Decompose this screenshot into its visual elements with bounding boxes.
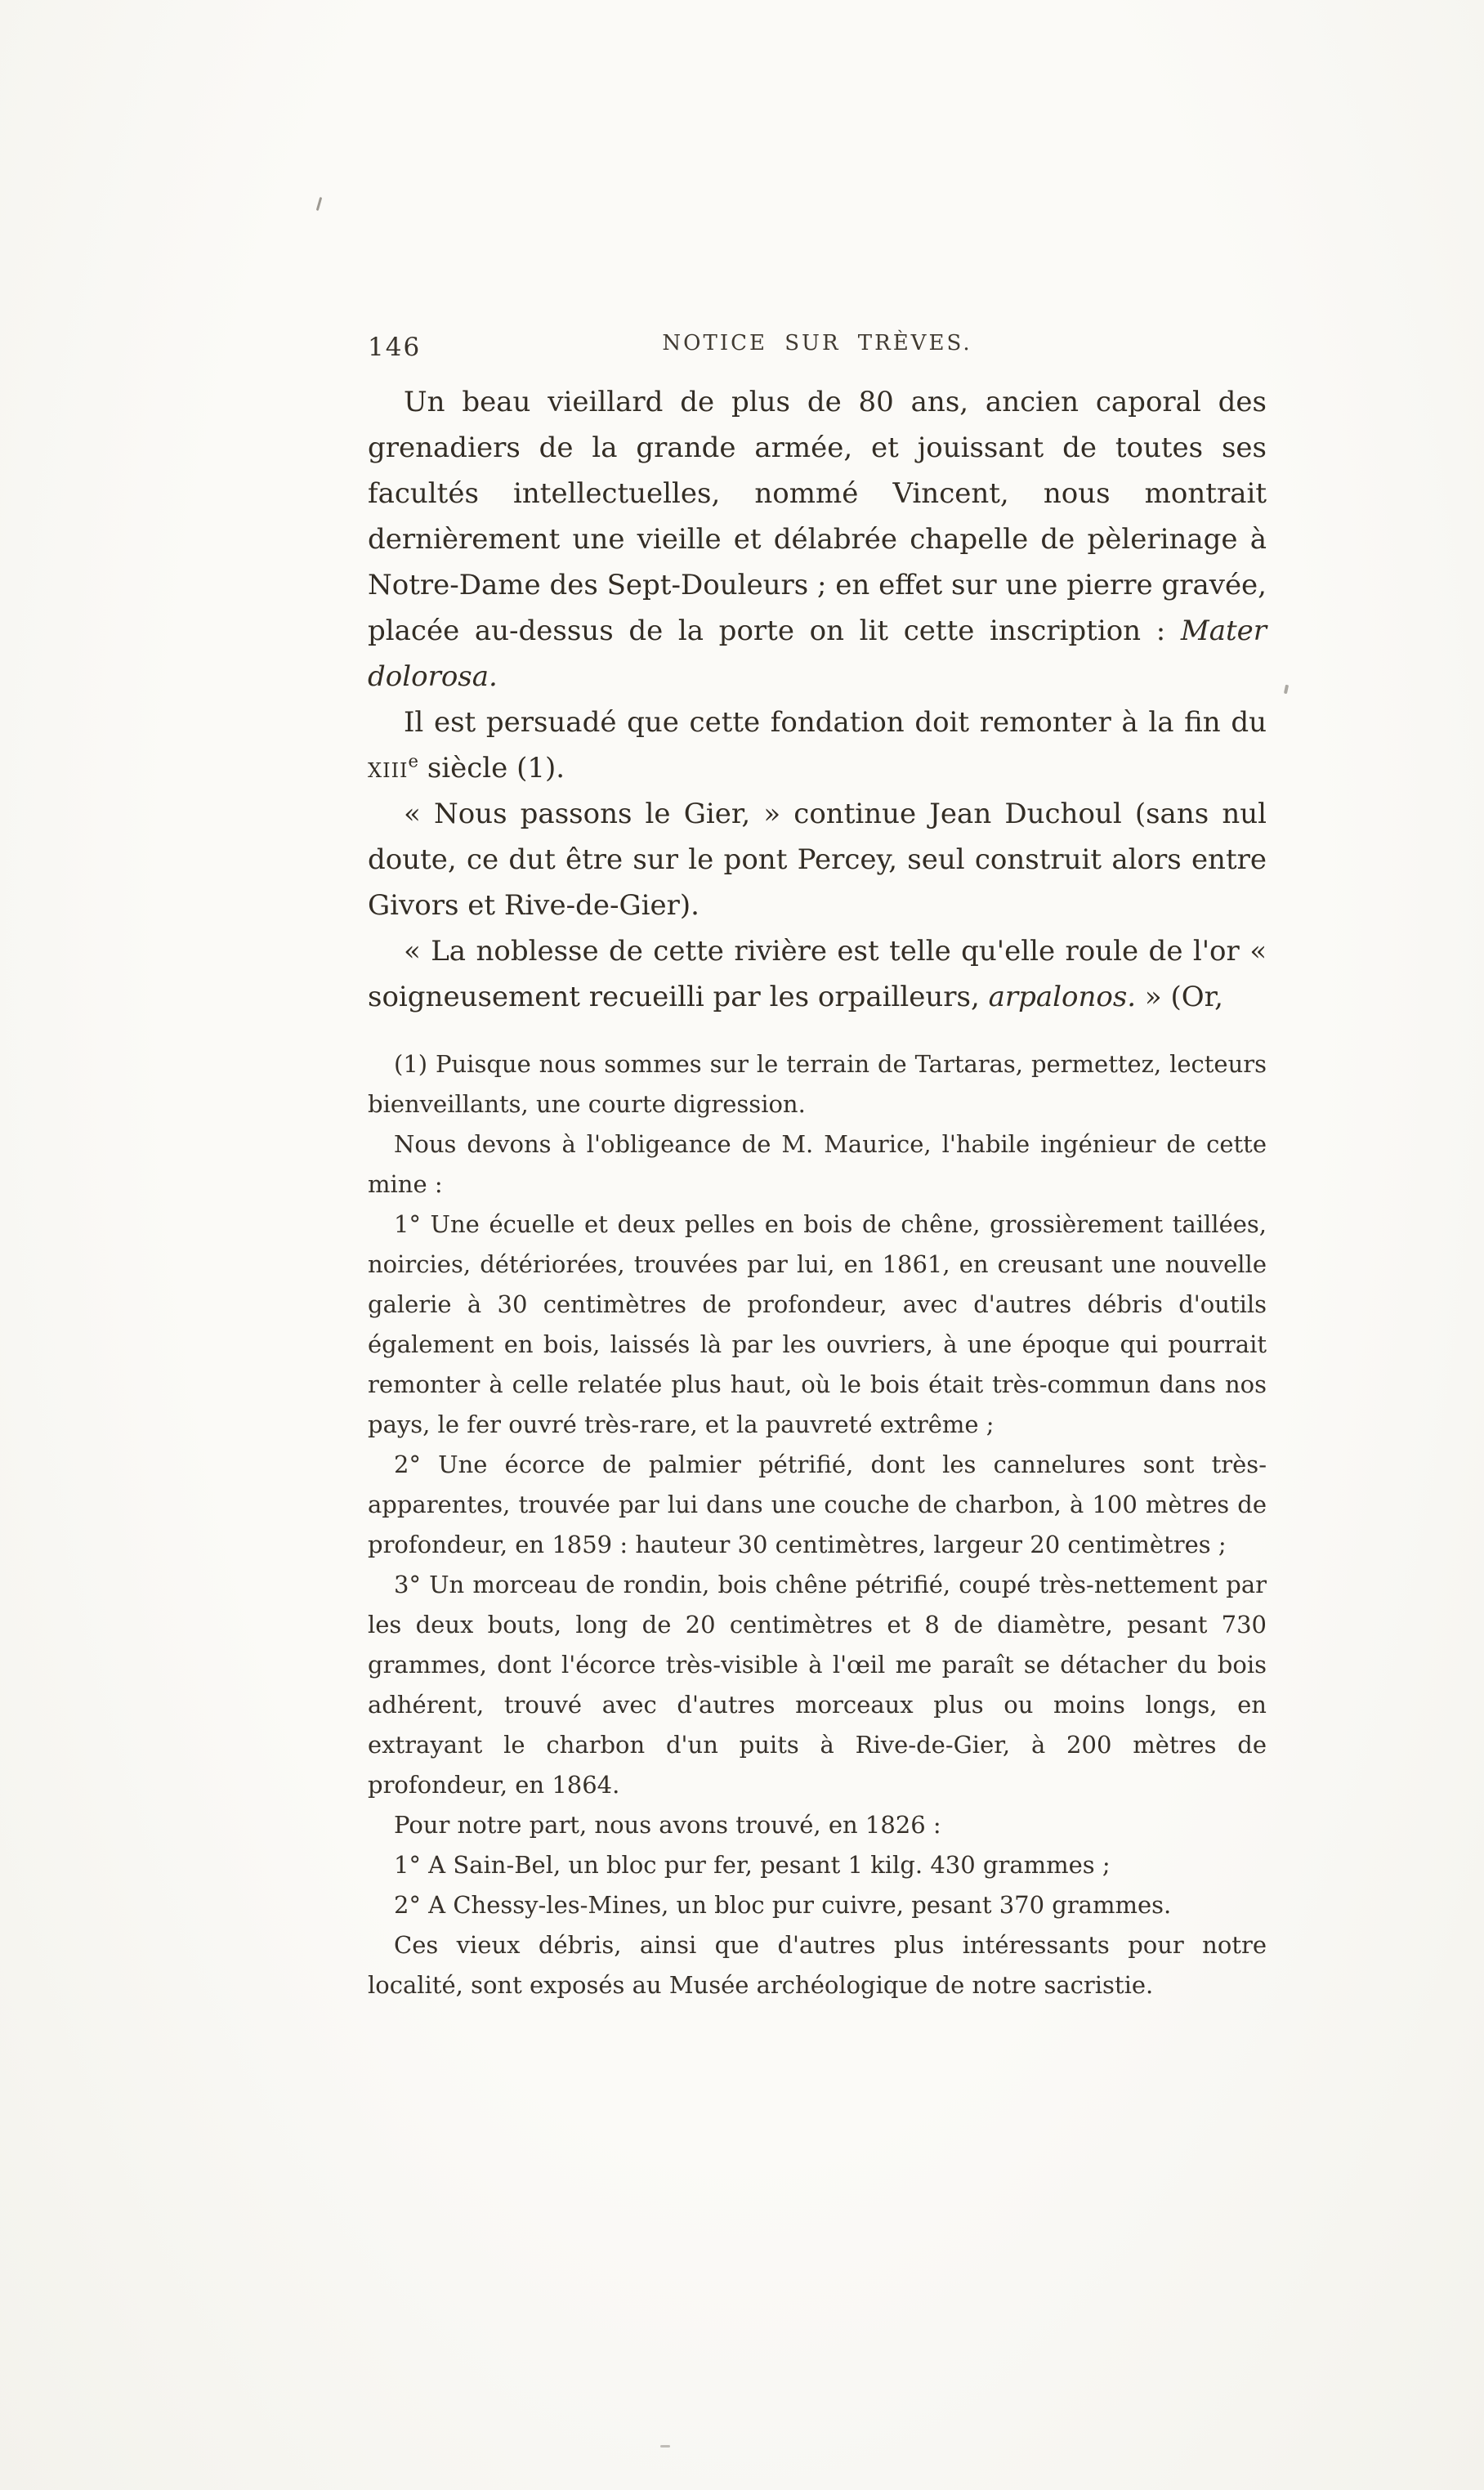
main-text: [368, 379, 1267, 1020]
smallcaps-run: xiii: [368, 752, 409, 785]
paragraph: [368, 1044, 1267, 1124]
paragraph: [368, 379, 1267, 700]
paragraph: [368, 1845, 1267, 1885]
text-run: 1° Une écuelle et deux pelles en bois de chêne, grossièrement taillées, noircies, détériorées, trouvées par lui, en 1861, en creusant une nouvelle galerie à 30 centimètres de profondeur, avec d'autres débris d'outils également en bois, laissés là par les ouvriers, à une époque qui pourrait remonter à celle relatée plus haut, où le bois était très-commun dans nos pays, le fer ouvré très-rare, et la pauvreté extrême ;: [368, 1210, 1267, 1438]
text-run: Nous devons à l'obligeance de M. Maurice, l'habile ingénieur de cette mine :: [368, 1130, 1267, 1198]
page-header: [368, 331, 1267, 367]
text-run: « Nous passons le Gier, » continue Jean Duchoul (sans nul doute, ce dut être sur le pont Percey, seul construit alors entre Givors et Rive-de-Gier).: [368, 798, 1267, 922]
paragraph: [368, 1205, 1267, 1445]
text-run: Un beau vieillard de plus de 80 ans, ancien caporal des grenadiers de la grande armée, et jouissant de toutes ses facultés intellectuelles, nommé Vincent, nous montrait dernièrement une vieille et délabrée chapelle de pèlerinage à Notre-Dame des Sept-Douleurs ; en effet sur une pierre gravée, placée au-dessus de la porte on lit cette inscription :: [368, 386, 1267, 647]
superscript-run: e: [408, 750, 419, 771]
scan-artifact: [316, 197, 323, 211]
text-run: 2° Une écorce de palmier pétrifié, dont les cannelures sont très-apparentes, trouvée par lui dans une couche de charbon, à 100 mètres de profondeur, en 1859 : hauteur 30 centimètres, largeur 20 centimètres ;: [368, 1451, 1267, 1558]
text-run: » (Or,: [1136, 981, 1223, 1013]
running-title: NOTICE SUR TRÈVES.: [662, 331, 972, 355]
paragraph: [368, 1805, 1267, 1845]
paragraph: [368, 928, 1267, 1020]
text-run: « La noblesse de cette rivière est telle qu'elle roule de l'or « soigneusement recueilli par les orpailleurs,: [368, 935, 1267, 1013]
text-run: Ces vieux débris, ainsi que d'autres plus intéressants pour notre localité, sont exposés au Musée archéologique de notre sacristie.: [368, 1931, 1267, 1999]
text-run: siècle (1).: [418, 752, 565, 785]
footnote: [368, 1044, 1267, 2005]
paragraph: [368, 1925, 1267, 2005]
paragraph: [368, 1885, 1267, 1925]
text-run: 2° A Chessy-les-Mines, un bloc pur cuivre, pesant 370 grammes.: [394, 1891, 1172, 1919]
paragraph: [368, 1124, 1267, 1205]
scan-artifact: [660, 2445, 670, 2448]
scan-artifact: [1284, 685, 1289, 695]
text-run: (1) Puisque nous sommes sur le terrain de Tartaras, permettez, lecteurs bienveillants, une courte digression.: [368, 1050, 1267, 1118]
paragraph: [368, 1565, 1267, 1805]
paragraph: [368, 700, 1267, 791]
text-run: Pour notre part, nous avons trouvé, en 1826 :: [394, 1811, 941, 1839]
paragraph: [368, 1445, 1267, 1565]
text-run: Il est persuadé que cette fondation doit remonter à la fin du: [404, 706, 1267, 739]
text-run: 1° A Sain-Bel, un bloc pur fer, pesant 1 kilg. 430 grammes ;: [394, 1851, 1111, 1879]
italic-run: Mater dolorosa.: [368, 615, 1267, 693]
italic-run: arpalonos.: [988, 981, 1137, 1013]
paragraph: [368, 791, 1267, 928]
text-run: 3° Un morceau de rondin, bois chêne pétrifié, coupé très-nettement par les deux bouts, long de 20 centimètres et 8 de diamètre, pesant 730 grammes, dont l'écorce très-visible à l'œil me paraît se détacher du bois adhérent, trouvé avec d'autres morceaux plus ou moins longs, en extrayant le charbon d'un puits à Rive-de-Gier, à 200 mètres de profondeur, en 1864.: [368, 1571, 1267, 1799]
page-number: 146: [368, 333, 422, 362]
